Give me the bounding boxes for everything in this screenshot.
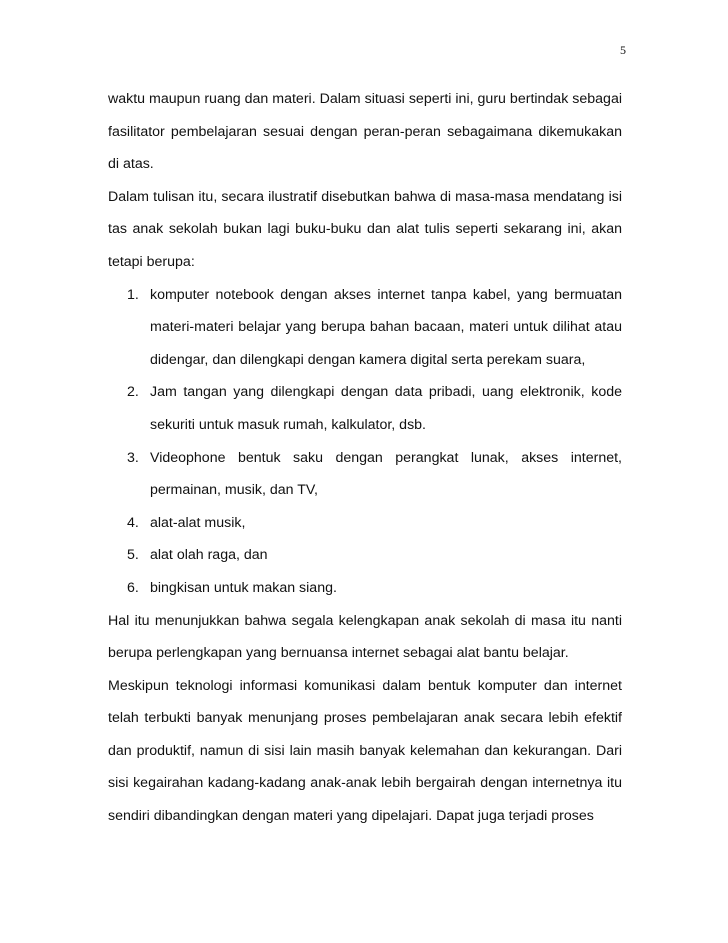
list-item-number: 4. <box>127 514 139 531</box>
page-number: 5 <box>620 43 626 57</box>
list-item <box>108 376 622 441</box>
list-item-number: 5. <box>127 547 139 564</box>
paragraph: waktu maupun ruang dan materi. Dalam situasi seperti ini, guru bertindak sebagai fasilitator pembelajaran sesuai dengan peran-peran sebagaimana dikemukakan di atas. <box>108 91 622 173</box>
paragraph: Hal itu menunjukkan bahwa segala kelengkapan anak sekolah di masa itu nanti berupa perlengkapan yang bernuansa internet sebagai alat bantu belajar. <box>108 612 622 662</box>
list-item <box>108 442 622 507</box>
list-item <box>108 539 622 572</box>
list-item-text: bingkisan untuk makan siang. <box>150 579 337 596</box>
list-item-text: alat olah raga, dan <box>150 547 268 564</box>
list-item-number: 1. <box>127 286 139 303</box>
numbered-list <box>108 279 622 605</box>
paragraph: Dalam tulisan itu, secara ilustratif disebutkan bahwa di masa-masa mendatang isi tas anak sekolah bukan lagi buku-buku dan alat tulis seperti sekarang ini, akan tetapi berupa: <box>108 188 622 270</box>
list-item-text: Videophone bentuk saku dengan perangkat lunak, akses internet, permainan, musik, dan TV, <box>150 449 622 499</box>
list-item-number: 3. <box>127 449 139 466</box>
list-item <box>108 507 622 540</box>
paragraph: Meskipun teknologi informasi komunikasi dalam bentuk komputer dan internet telah terbukti banyak menunjang proses pembelajaran anak secara lebih efektif dan produktif, namun di sisi lain masih banyak kelemahan dan kekurangan. Dari sisi kegairahan kadang-kadang anak-anak lebih bergairah dengan internetnya itu sendiri dibandingkan dengan materi yang dipelajari. Dapat juga terjadi proses <box>108 677 622 825</box>
list-item <box>108 572 622 605</box>
list-item-text: Jam tangan yang dilengkapi dengan data pribadi, uang elektronik, kode sekuriti untuk masuk rumah, kalkulator, dsb. <box>150 384 622 433</box>
list-item <box>108 279 622 377</box>
list-item-number: 2. <box>127 384 139 401</box>
list-item-text: komputer notebook dengan akses internet tanpa kabel, yang bermuatan materi-materi belajar yang berupa bahan bacaan, materi untuk dilihat atau didengar, dan dilengkapi dengan kamera digital serta perekam suara, <box>150 286 622 368</box>
list-item-number: 6. <box>127 579 139 596</box>
document-body <box>108 83 622 833</box>
list-item-text: alat-alat musik, <box>150 514 246 531</box>
